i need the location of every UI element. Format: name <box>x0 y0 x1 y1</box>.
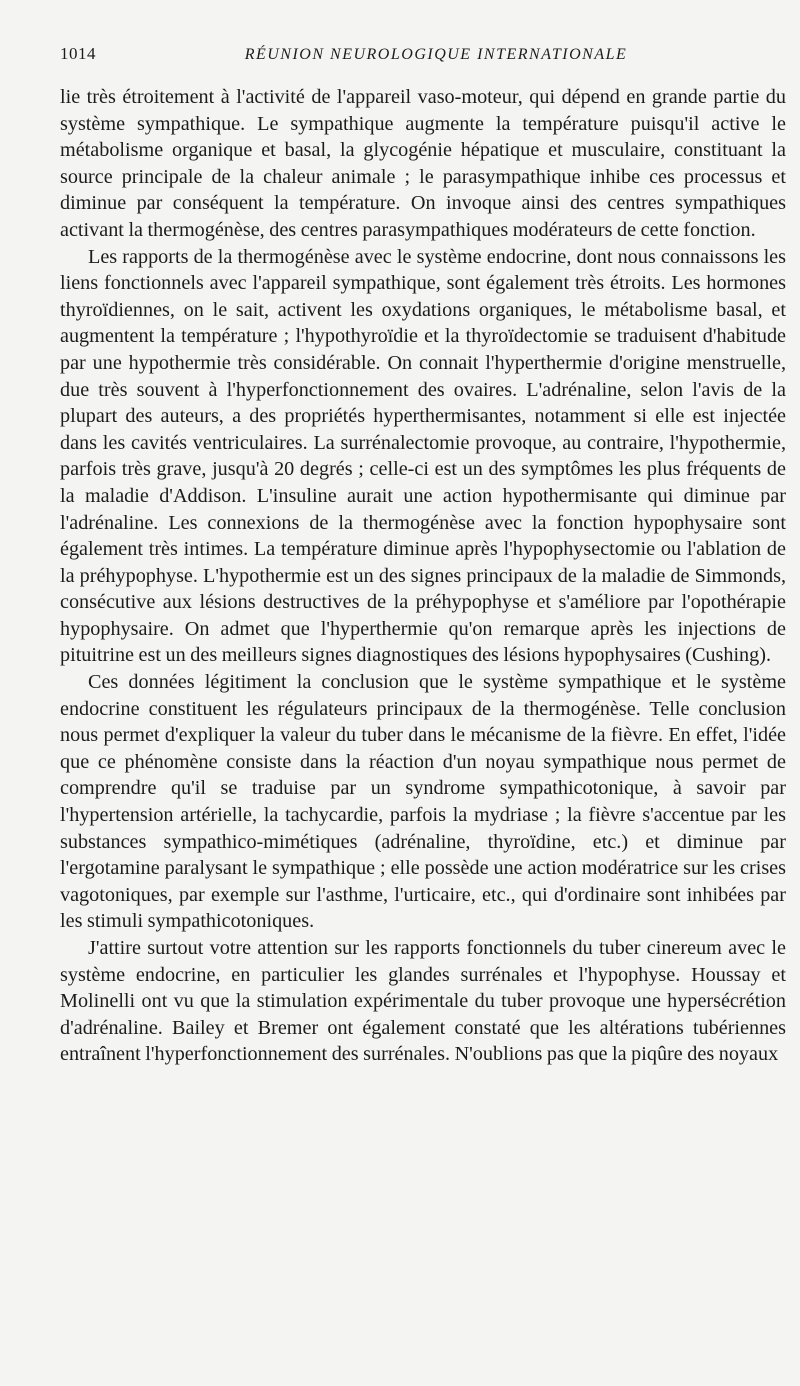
page-header <box>60 44 786 84</box>
paragraph: Ces données légitiment la conclusion que le système sympathique et le système endocrine constituent les régulateurs principaux de la thermogénèse. Telle conclusion nous permet d'expliquer la valeur du tuber dans le mécanisme de la fièvre. En effet, l'idée que ce phénomène consiste dans la réaction d'un noyau sympathique nous permet de comprendre qu'il se traduise par un syndrome sympathicotonique, à savoir par l'hypertension artérielle, la tachycardie, parfois la mydriase ; la fièvre s'accentue par les substances sympathico-mimétiques (adrénaline, thyroïdine, etc.) et diminue par l'ergotamine paralysant le sympathique ; elle possède une action modératrice sur les crises vagotoniques, par exemple sur l'asthme, l'urticaire, etc., qui d'ordinaire sont inhibées par les stimuli sympathicotoniques. <box>60 671 786 933</box>
body-text <box>60 84 786 1068</box>
running-title: RÉUNION NEUROLOGIQUE INTERNATIONALE <box>244 46 628 63</box>
paragraph: Les rapports de la thermogénèse avec le système endocrine, dont nous connaissons les liens fonctionnels avec l'appareil sympathique, sont également très étroits. Les hormones thyroïdiennes, on le sait, activent les oxydations organiques, le métabolisme basal, et augmentent la température ; l'hypothyroïdie et la thyroïdectomie se traduisent d'habitude par une hypothermie très considérable. On connait l'hyperthermie d'origine menstruelle, due très souvent à l'hyperfonctionnement des ovaires. L'adrénaline, selon l'avis de la plupart des auteurs, a des propriétés hyperthermisantes, notamment si elle est injectée dans les cavités ventriculaires. La surrénalectomie provoque, au contraire, l'hypothermie, parfois très grave, jusqu'à 20 degrés ; celle-ci est un des symptômes les plus fréquents de la maladie d'Addison. L'insuline aurait une action hypothermisante qui diminue par l'adrénaline. Les connexions de la thermogénèse avec la fonction hypophysaire sont également très intimes. La température diminue après l'hypophysectomie ou l'ablation de la préhypophyse. L'hypothermie est un des signes principaux de la maladie de Simmonds, consécutive aux lésions destructives de la préhypophyse et s'améliore par l'opothérapie hypophysaire. On admet que l'hyperthermie qu'on remarque après les injections de pituitrine est un des meilleurs signes diagnostiques des lésions hypophysaires (Cushing). <box>60 245 786 667</box>
paragraph: lie très étroitement à l'activité de l'appareil vaso-moteur, qui dépend en grande partie du système sympathique. Le sympathique augmente la température puisqu'il active le métabolisme organique et basal, la glycogénie hépatique et musculaire, constituant la source principale de la chaleur animale ; le parasympathique inhibe ces processus et diminue par conséquent la température. On invoque ainsi des centres sympathiques activant la thermogénèse, des centres parasympathiques modérateurs de cette fonction. <box>60 86 786 241</box>
paragraph: J'attire surtout votre attention sur les rapports fonctionnels du tuber cinereum avec le système endocrine, en particulier les glandes surrénales et l'hypophyse. Houssay et Molinelli ont vu que la stimulation expérimentale du tuber provoque une hypersécrétion d'adrénaline. Bailey et Bremer ont également constaté que les altérations tubériennes entraînent l'hyperfonctionnement des surrénales. N'oublions pas que la piqûre des noyaux <box>60 937 786 1066</box>
page-number: 1014 <box>60 44 96 63</box>
